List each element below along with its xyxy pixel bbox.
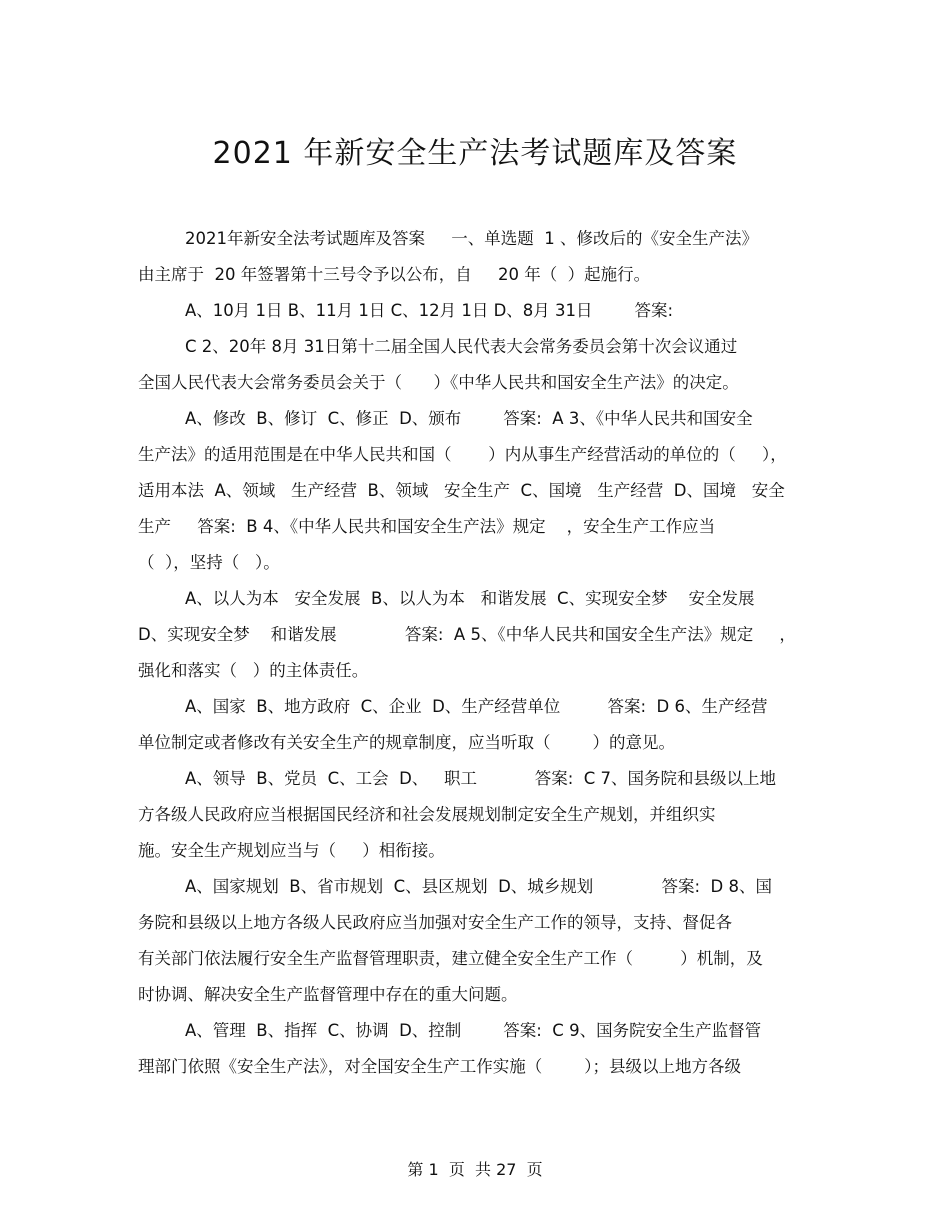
text-line: A、国家 B、地方政府 C、企业 D、生产经营单位 答案: D 6、生产经营 (185, 697, 768, 716)
text-line: A、国家规划 B、省市规划 C、县区规划 D、城乡规划 答案: D 8、国 (185, 877, 772, 896)
text-line: 生产 答案: B 4、《中华人民共和国安全生产法》规定 ，安全生产工作应当 (138, 517, 716, 536)
text-line: A、修改 B、修订 C、修正 D、颁布 答案: A 3、《中华人民共和国安全 (185, 409, 753, 428)
text-line: 由主席于 20 年签署第十三号令予以公布，自 20 年（ ）起施行。 (138, 265, 651, 284)
text-line: A、管理 B、指挥 C、协调 D、控制 答案: C 9、国务院安全生产监督管 (185, 1021, 762, 1040)
text-line: 时协调、解决安全生产监督管理中存在的重大问题。 (138, 985, 518, 1004)
text-line: C 2、20年 8月 31日第十二届全国人民代表大会常务委员会第十次会议通过 (185, 337, 738, 356)
text-line: 2021年新安全法考试题库及答案 一、单选题 1 、修改后的《安全生产法》 (185, 229, 758, 248)
text-line: D、实现安全梦 和谐发展 答案: A 5、《中华人民共和国安全生产法》规定 ， (138, 625, 796, 644)
text-line: 有关部门依法履行安全生产监督管理职责，建立健全安全生产工作（ ）机制，及 (138, 949, 763, 968)
text-line: 强化和落实（ ）的主体责任。 (138, 661, 369, 680)
text-line: 适用本法 A、领域 生产经营 B、领域 安全生产 C、国境 生产经营 D、国境 安全 (138, 481, 785, 500)
text-line: 施。安全生产规划应当与（ ）相衔接。 (138, 841, 445, 860)
document-title: 2021 年新安全生产法考试题库及答案 (212, 136, 738, 171)
text-line: A、10月 1日 B、11月 1日 C、12月 1日 D、8月 31日 答案: (185, 301, 674, 320)
text-line: 理部门依照《安全生产法》，对全国安全生产工作实施（ ）；县级以上地方各级 (138, 1057, 741, 1076)
text-line: A、领导 B、党员 C、工会 D、 职工 答案: C 7、国务院和县级以上地 (185, 769, 777, 788)
text-line: 全国人民代表大会常务委员会关于（ ）《中华人民共和国安全生产法》的决定。 (138, 373, 739, 392)
text-line: 务院和县级以上地方各级人民政府应当加强对安全生产工作的领导，支持、督促各 (138, 913, 732, 932)
text-line: （ ），坚持（ ）。 (138, 553, 280, 572)
text-line: A、以人为本 安全发展 B、以人为本 和谐发展 C、实现安全梦 安全发展 (185, 589, 755, 608)
text-line: 方各级人民政府应当根据国民经济和社会发展规划制定安全生产规划，并组织实 (138, 805, 716, 824)
text-line: 单位制定或者修改有关安全生产的规章制度，应当听取（ ）的意见。 (138, 733, 675, 752)
page-footer: 第 1 页 共 27 页 (407, 1160, 543, 1179)
text-line: 生产法》的适用范围是在中华人民共和国（ ）内从事生产经营活动的单位的（ ）， (138, 445, 787, 464)
